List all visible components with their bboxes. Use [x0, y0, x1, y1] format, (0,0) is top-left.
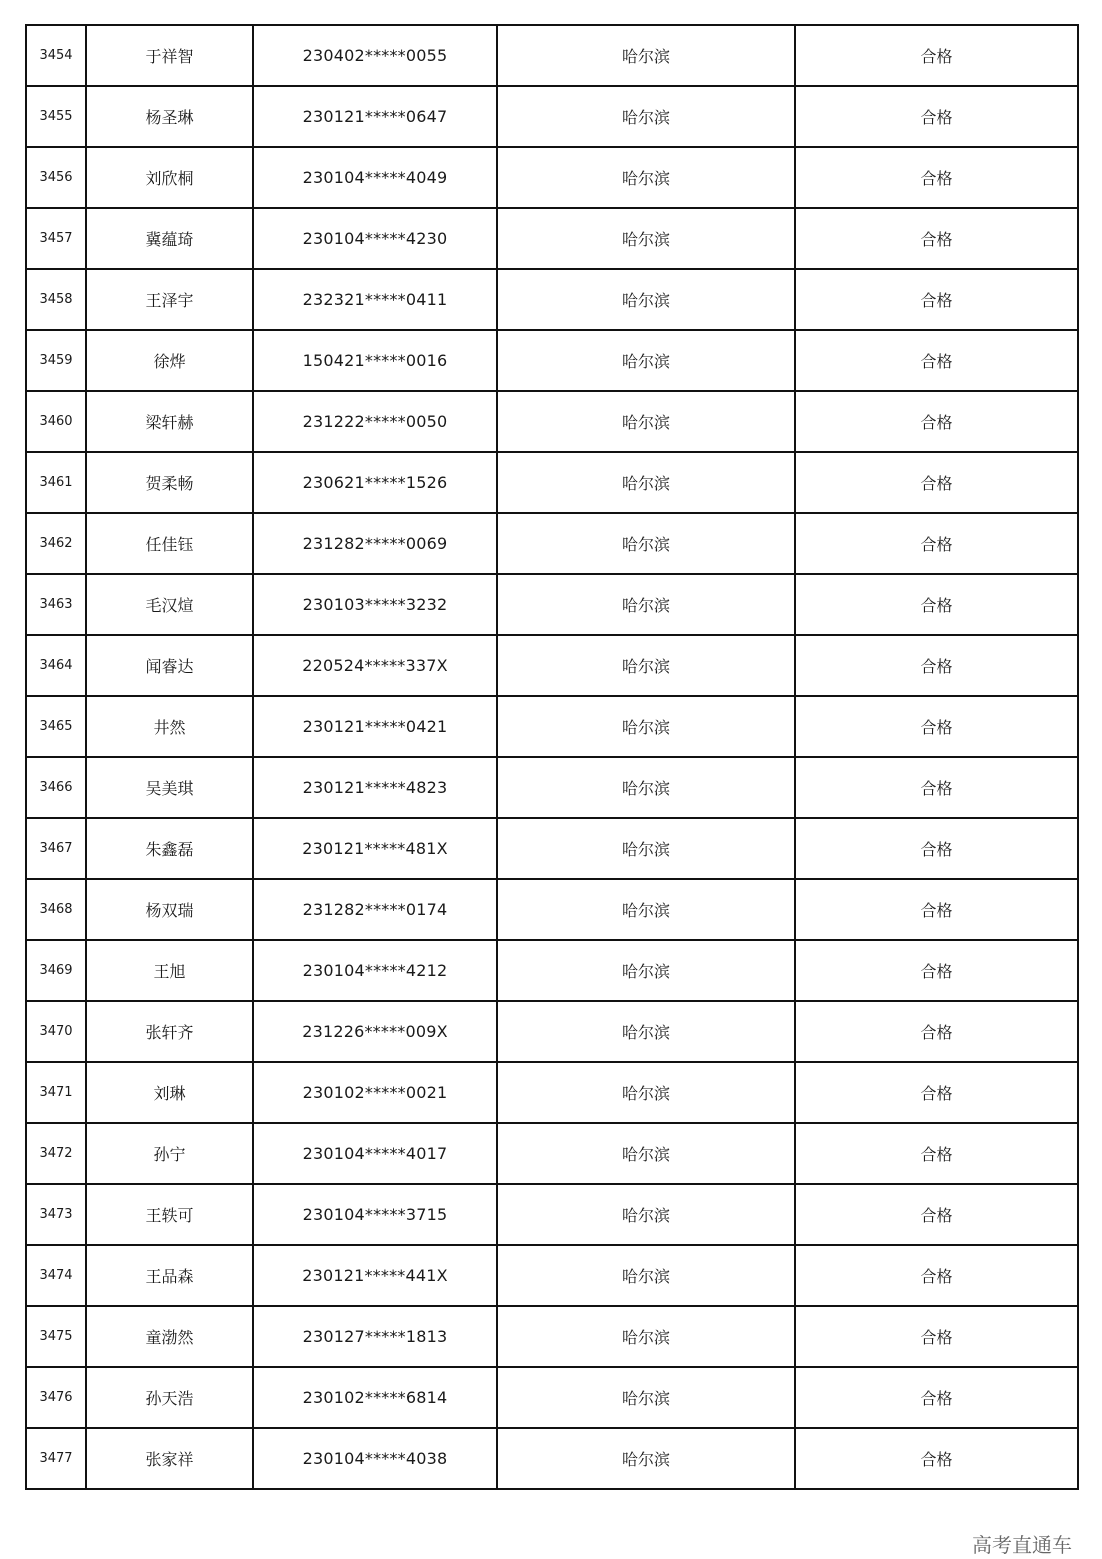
name-cell: 刘琳 [86, 1062, 253, 1123]
id-number-cell: 230121*****4823 [253, 757, 497, 818]
result-cell: 合格 [795, 25, 1078, 86]
city-cell: 哈尔滨 [497, 452, 795, 513]
id-number-cell: 230102*****6814 [253, 1367, 497, 1428]
seq-cell: 3475 [26, 1306, 86, 1367]
name-cell: 朱鑫磊 [86, 818, 253, 879]
result-cell: 合格 [795, 513, 1078, 574]
city-cell: 哈尔滨 [497, 818, 795, 879]
city-cell: 哈尔滨 [497, 1306, 795, 1367]
name-cell: 徐烨 [86, 330, 253, 391]
result-cell: 合格 [795, 269, 1078, 330]
result-cell: 合格 [795, 1062, 1078, 1123]
result-cell: 合格 [795, 818, 1078, 879]
name-cell: 吴美琪 [86, 757, 253, 818]
table-row [26, 1367, 1078, 1428]
id-number-cell: 231282*****0174 [253, 879, 497, 940]
seq-cell: 3460 [26, 391, 86, 452]
id-number-cell: 230402*****0055 [253, 25, 497, 86]
name-cell: 任佳钰 [86, 513, 253, 574]
seq-cell: 3462 [26, 513, 86, 574]
table-row [26, 1001, 1078, 1062]
name-cell: 于祥智 [86, 25, 253, 86]
table-row [26, 879, 1078, 940]
id-number-cell: 230121*****0647 [253, 86, 497, 147]
city-cell: 哈尔滨 [497, 1428, 795, 1489]
result-cell: 合格 [795, 1123, 1078, 1184]
name-cell: 张轩齐 [86, 1001, 253, 1062]
id-number-cell: 231226*****009X [253, 1001, 497, 1062]
seq-cell: 3454 [26, 25, 86, 86]
seq-cell: 3457 [26, 208, 86, 269]
id-number-cell: 220524*****337X [253, 635, 497, 696]
table-row [26, 330, 1078, 391]
name-cell: 刘欣桐 [86, 147, 253, 208]
city-cell: 哈尔滨 [497, 269, 795, 330]
city-cell: 哈尔滨 [497, 1245, 795, 1306]
result-cell: 合格 [795, 757, 1078, 818]
seq-cell: 3470 [26, 1001, 86, 1062]
city-cell: 哈尔滨 [497, 391, 795, 452]
table-row [26, 208, 1078, 269]
id-number-cell: 230103*****3232 [253, 574, 497, 635]
id-number-cell: 231222*****0050 [253, 391, 497, 452]
name-cell: 井然 [86, 696, 253, 757]
name-cell: 王品森 [86, 1245, 253, 1306]
result-cell: 合格 [795, 1001, 1078, 1062]
result-cell: 合格 [795, 452, 1078, 513]
name-cell: 孙天浩 [86, 1367, 253, 1428]
result-cell: 合格 [795, 635, 1078, 696]
table-row [26, 25, 1078, 86]
seq-cell: 3455 [26, 86, 86, 147]
city-cell: 哈尔滨 [497, 86, 795, 147]
table-row [26, 391, 1078, 452]
table-row [26, 757, 1078, 818]
table-row [26, 574, 1078, 635]
table-row [26, 269, 1078, 330]
name-cell: 杨圣琳 [86, 86, 253, 147]
id-number-cell: 230621*****1526 [253, 452, 497, 513]
name-cell: 杨双瑞 [86, 879, 253, 940]
result-cell: 合格 [795, 1367, 1078, 1428]
name-cell: 王泽宇 [86, 269, 253, 330]
result-cell: 合格 [795, 330, 1078, 391]
city-cell: 哈尔滨 [497, 513, 795, 574]
seq-cell: 3467 [26, 818, 86, 879]
id-number-cell: 230104*****4038 [253, 1428, 497, 1489]
id-number-cell: 232321*****0411 [253, 269, 497, 330]
results-table-body [26, 25, 1078, 1489]
table-row [26, 940, 1078, 1001]
seq-cell: 3477 [26, 1428, 86, 1489]
result-cell: 合格 [795, 1428, 1078, 1489]
city-cell: 哈尔滨 [497, 330, 795, 391]
city-cell: 哈尔滨 [497, 1123, 795, 1184]
name-cell: 毛汉煊 [86, 574, 253, 635]
seq-cell: 3471 [26, 1062, 86, 1123]
seq-cell: 3472 [26, 1123, 86, 1184]
result-cell: 合格 [795, 147, 1078, 208]
city-cell: 哈尔滨 [497, 1062, 795, 1123]
name-cell: 冀蕴琦 [86, 208, 253, 269]
id-number-cell: 150421*****0016 [253, 330, 497, 391]
table-row [26, 635, 1078, 696]
id-number-cell: 230121*****481X [253, 818, 497, 879]
city-cell: 哈尔滨 [497, 757, 795, 818]
name-cell: 童渤然 [86, 1306, 253, 1367]
seq-cell: 3468 [26, 879, 86, 940]
seq-cell: 3476 [26, 1367, 86, 1428]
seq-cell: 3463 [26, 574, 86, 635]
name-cell: 张家祥 [86, 1428, 253, 1489]
result-cell: 合格 [795, 940, 1078, 1001]
seq-cell: 3469 [26, 940, 86, 1001]
seq-cell: 3474 [26, 1245, 86, 1306]
city-cell: 哈尔滨 [497, 147, 795, 208]
result-cell: 合格 [795, 1245, 1078, 1306]
name-cell: 王旭 [86, 940, 253, 1001]
table-row [26, 452, 1078, 513]
id-number-cell: 230102*****0021 [253, 1062, 497, 1123]
table-row [26, 1306, 1078, 1367]
city-cell: 哈尔滨 [497, 574, 795, 635]
id-number-cell: 230127*****1813 [253, 1306, 497, 1367]
id-number-cell: 230104*****4230 [253, 208, 497, 269]
city-cell: 哈尔滨 [497, 940, 795, 1001]
name-cell: 孙宁 [86, 1123, 253, 1184]
id-number-cell: 230104*****4017 [253, 1123, 497, 1184]
table-row [26, 1062, 1078, 1123]
seq-cell: 3473 [26, 1184, 86, 1245]
result-cell: 合格 [795, 86, 1078, 147]
city-cell: 哈尔滨 [497, 635, 795, 696]
id-number-cell: 230104*****3715 [253, 1184, 497, 1245]
name-cell: 闻睿达 [86, 635, 253, 696]
city-cell: 哈尔滨 [497, 696, 795, 757]
city-cell: 哈尔滨 [497, 25, 795, 86]
result-cell: 合格 [795, 696, 1078, 757]
seq-cell: 3459 [26, 330, 86, 391]
table-row [26, 1245, 1078, 1306]
seq-cell: 3465 [26, 696, 86, 757]
results-table [25, 24, 1079, 1490]
result-cell: 合格 [795, 391, 1078, 452]
seq-cell: 3464 [26, 635, 86, 696]
watermark: 高考直通车 [972, 1533, 1072, 1557]
city-cell: 哈尔滨 [497, 1001, 795, 1062]
result-cell: 合格 [795, 879, 1078, 940]
table-row [26, 86, 1078, 147]
seq-cell: 3456 [26, 147, 86, 208]
seq-cell: 3458 [26, 269, 86, 330]
seq-cell: 3466 [26, 757, 86, 818]
name-cell: 贺柔畅 [86, 452, 253, 513]
result-cell: 合格 [795, 574, 1078, 635]
city-cell: 哈尔滨 [497, 1184, 795, 1245]
result-cell: 合格 [795, 208, 1078, 269]
result-cell: 合格 [795, 1184, 1078, 1245]
table-row [26, 147, 1078, 208]
id-number-cell: 230104*****4049 [253, 147, 497, 208]
table-row [26, 1428, 1078, 1489]
name-cell: 梁轩赫 [86, 391, 253, 452]
table-row [26, 1123, 1078, 1184]
table-row [26, 818, 1078, 879]
city-cell: 哈尔滨 [497, 208, 795, 269]
city-cell: 哈尔滨 [497, 1367, 795, 1428]
id-number-cell: 231282*****0069 [253, 513, 497, 574]
table-row [26, 1184, 1078, 1245]
seq-cell: 3461 [26, 452, 86, 513]
id-number-cell: 230121*****441X [253, 1245, 497, 1306]
result-cell: 合格 [795, 1306, 1078, 1367]
table-row [26, 696, 1078, 757]
name-cell: 王轶可 [86, 1184, 253, 1245]
table-row [26, 513, 1078, 574]
id-number-cell: 230121*****0421 [253, 696, 497, 757]
city-cell: 哈尔滨 [497, 879, 795, 940]
id-number-cell: 230104*****4212 [253, 940, 497, 1001]
